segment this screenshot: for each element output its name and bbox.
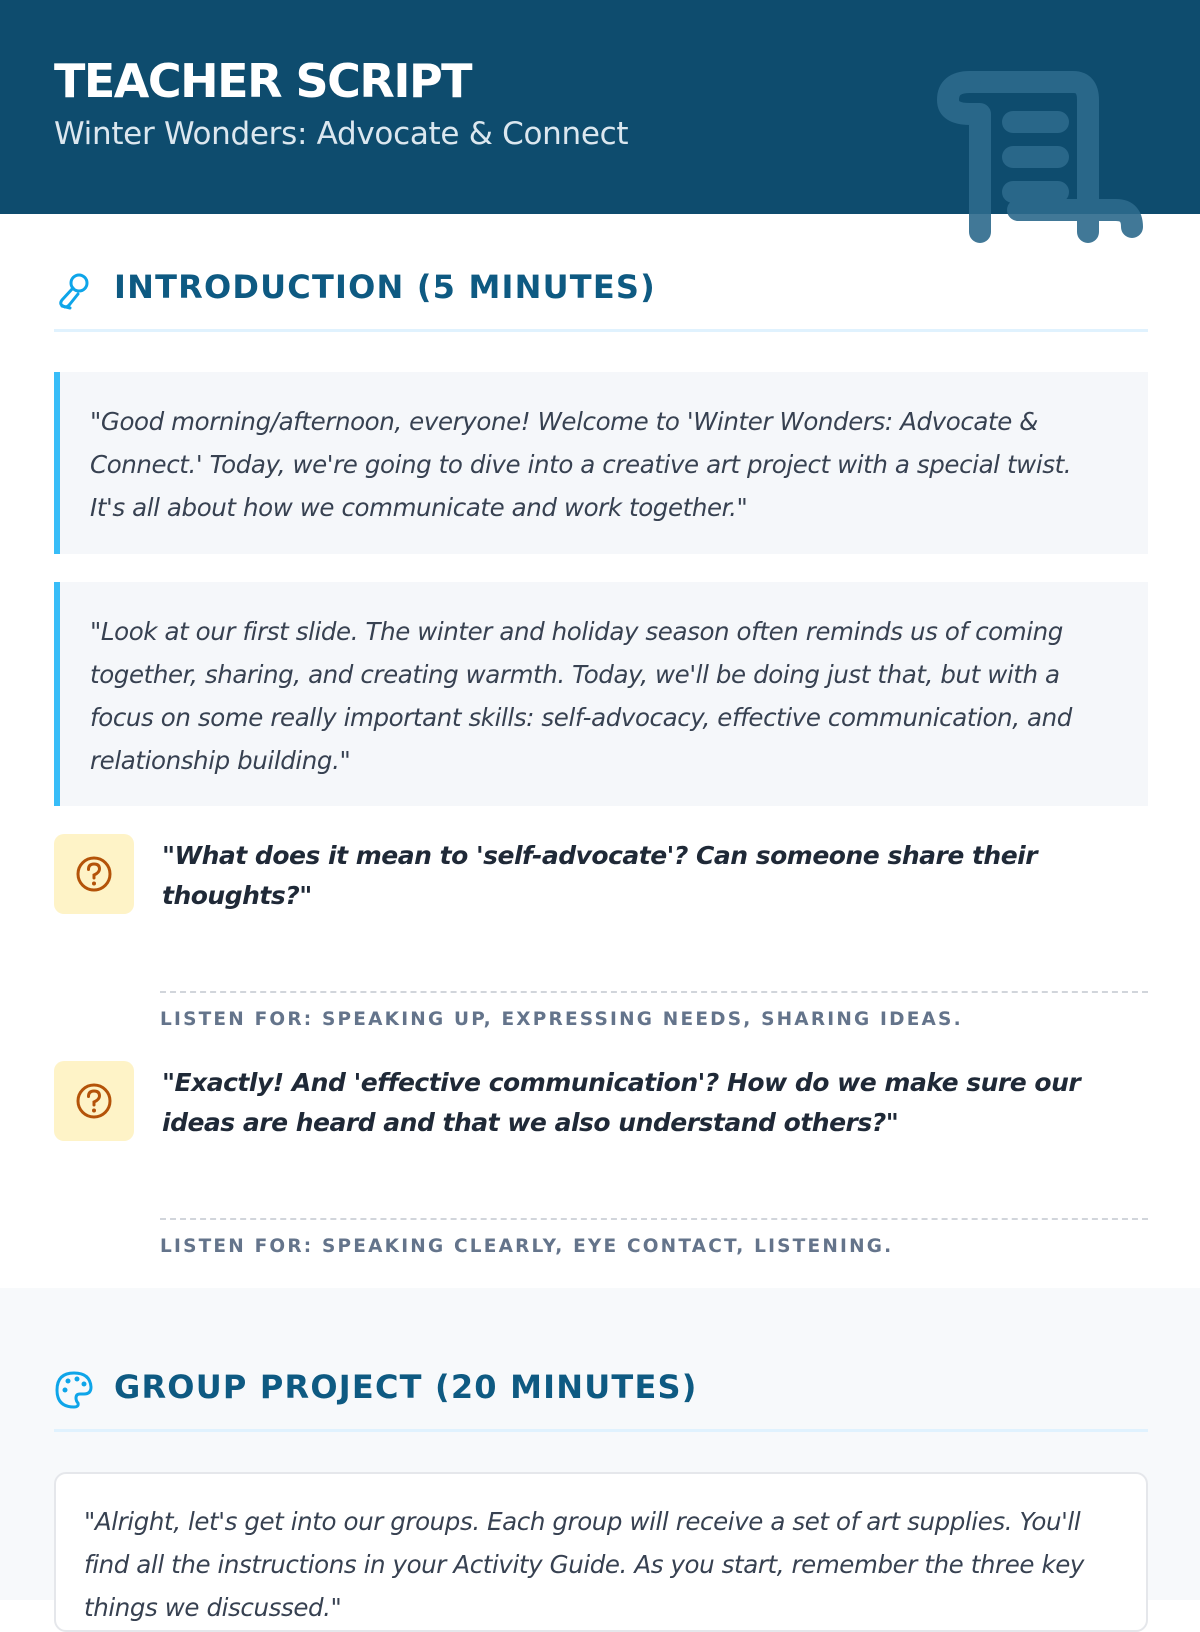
script-quote: "Good morning/afternoon, everyone! Welcome to 'Winter Wonders: Advocate & Connect.' Today, we're going to dive into a creative art project with a special twist. It's all about how we communicate and work together." — [54, 372, 1148, 554]
listen-for-note: LISTEN FOR: SPEAKING CLEARLY, EYE CONTACT, LISTENING. — [160, 1218, 1148, 1257]
script-card: "Alright, let's get into our groups. Each group will receive a set of art supplies. You'll find all the instructions in your Activity Guide. As you start, remember the three key things we discussed." — [54, 1472, 1148, 1632]
question-badge — [54, 834, 134, 914]
question-circle-icon — [75, 855, 113, 893]
listen-for-note: LISTEN FOR: SPEAKING UP, EXPRESSING NEEDS, SHARING IDEAS. — [160, 991, 1148, 1030]
question-text: "What does it mean to 'self-advocate'? Can someone share their thoughts?" — [162, 841, 1038, 910]
script-quote: "Look at our first slide. The winter and holiday season often reminds us of coming together, sharing, and creating warmth. Today, we'll be doing just that, but with a focus on some really important skills: self-advocacy, effective communication, and relationship building." — [54, 582, 1148, 806]
page-title: TEACHER SCRIPT — [54, 54, 472, 108]
question-badge — [54, 1061, 134, 1141]
scroll-icon — [938, 62, 1144, 232]
page-header — [0, 0, 1200, 214]
question-circle-icon — [75, 1082, 113, 1120]
section-title: GROUP PROJECT (20 MINUTES) — [114, 1368, 698, 1406]
section-heading-group-project — [54, 1362, 1148, 1432]
microphone-icon — [54, 270, 94, 310]
question-text: "Exactly! And 'effective communication'? How do we make sure our ideas are heard and that we also understand others?" — [162, 1068, 1081, 1137]
section-title: INTRODUCTION (5 MINUTES) — [114, 268, 656, 306]
section-heading-introduction — [54, 262, 1148, 332]
palette-icon — [54, 1370, 94, 1410]
page-subtitle: Winter Wonders: Advocate & Connect — [54, 116, 629, 152]
